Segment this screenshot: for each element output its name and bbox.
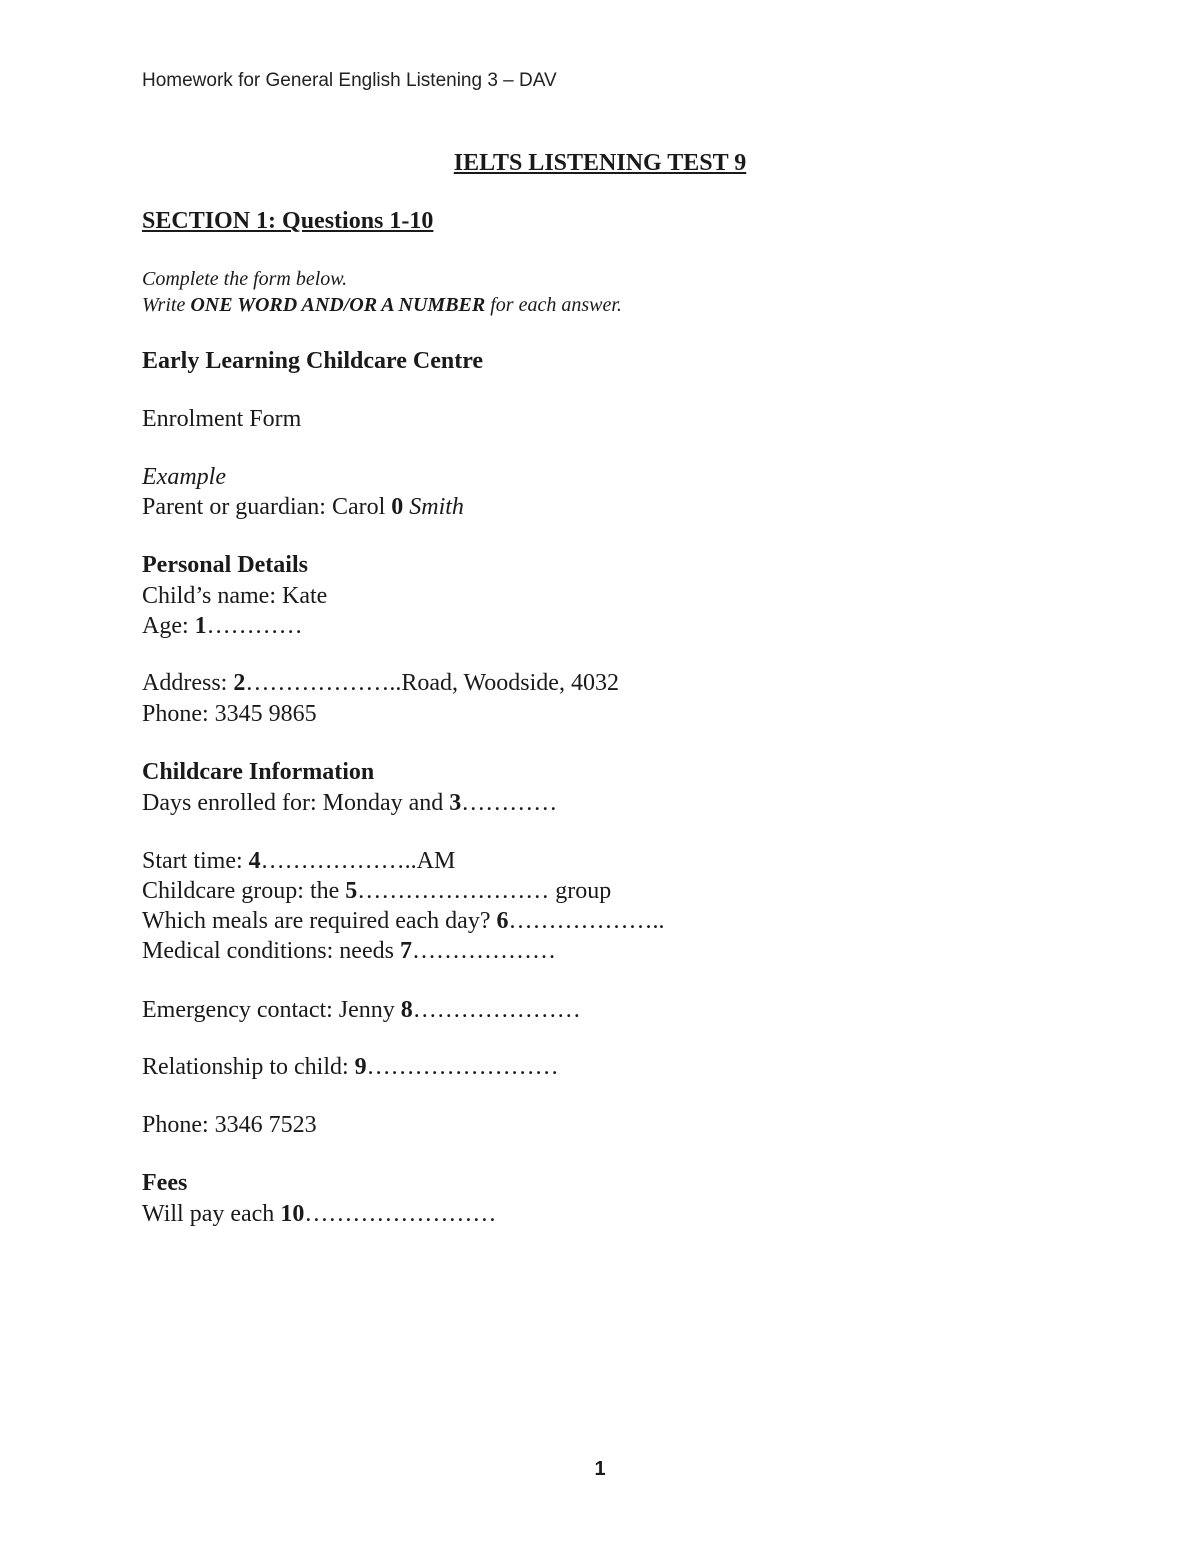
relationship-label: Relationship to child: bbox=[142, 1054, 355, 1080]
start-rest: AM bbox=[416, 848, 456, 874]
question-7-number: 7 bbox=[399, 938, 412, 964]
question-5-blank: …………………… bbox=[357, 878, 550, 904]
question-9-number: 9 bbox=[354, 1054, 367, 1080]
fees-label: Will pay each bbox=[142, 1201, 281, 1227]
question-10-blank: …………………… bbox=[304, 1201, 497, 1227]
instruction-line-2 bbox=[142, 294, 622, 317]
days-label: Days enrolled for: Monday and bbox=[142, 790, 450, 816]
question-3-blank: ………… bbox=[461, 790, 558, 816]
days-line bbox=[142, 790, 557, 817]
emergency-label: Emergency contact: Jenny bbox=[142, 997, 401, 1023]
medical-line bbox=[142, 938, 556, 965]
group-rest: group bbox=[549, 878, 612, 904]
emergency-line bbox=[142, 997, 581, 1024]
group-label: Childcare group: the bbox=[142, 878, 346, 904]
meals-label: Which meals are required each day? bbox=[142, 908, 497, 934]
instruction-line-1: Complete the form below. bbox=[142, 268, 348, 290]
form-subtitle: Enrolment Form bbox=[142, 406, 302, 432]
fees-line bbox=[142, 1201, 496, 1228]
question-9-blank: …………………… bbox=[366, 1054, 559, 1080]
phone-line: Phone: 3345 9865 bbox=[142, 701, 317, 727]
question-8-number: 8 bbox=[400, 997, 413, 1023]
fees-heading: Fees bbox=[142, 1170, 188, 1196]
question-1-blank: ………… bbox=[206, 613, 303, 639]
example-number: 0 bbox=[391, 494, 404, 520]
question-1-number: 1 bbox=[194, 613, 207, 639]
example-text: Parent or guardian: Carol bbox=[142, 494, 392, 520]
age-line bbox=[142, 613, 303, 640]
childcare-info-heading: Childcare Information bbox=[142, 759, 375, 785]
emergency-phone-line: Phone: 3346 7523 bbox=[142, 1112, 317, 1138]
example-answer: Smith bbox=[403, 494, 464, 520]
section-questions: Questions 1-10 bbox=[276, 208, 434, 234]
question-4-number: 4 bbox=[248, 848, 261, 874]
page-header: Homework for General English Listening 3 – DAV bbox=[142, 70, 557, 91]
question-5-number: 5 bbox=[345, 878, 358, 904]
child-name-line: Child’s name: Kate bbox=[142, 583, 328, 609]
instruction-bold: ONE WORD AND/OR A NUMBER bbox=[190, 294, 486, 316]
instruction-pre: Write bbox=[142, 294, 191, 316]
instruction-post: for each answer. bbox=[485, 294, 622, 316]
address-label: Address: bbox=[142, 670, 234, 696]
question-3-number: 3 bbox=[449, 790, 462, 816]
question-10-number: 10 bbox=[280, 1201, 305, 1227]
question-6-number: 6 bbox=[496, 908, 509, 934]
question-8-blank: ………………… bbox=[412, 997, 581, 1023]
question-2-blank: ……………….. bbox=[245, 670, 402, 696]
section-label: SECTION 1: bbox=[142, 208, 277, 234]
address-rest: Road, Woodside, 4032 bbox=[401, 670, 619, 696]
form-title: Early Learning Childcare Centre bbox=[142, 348, 484, 374]
question-2-number: 2 bbox=[233, 670, 246, 696]
start-label: Start time: bbox=[142, 848, 249, 874]
address-line bbox=[142, 670, 619, 697]
section-heading bbox=[142, 208, 433, 235]
relationship-line bbox=[142, 1054, 559, 1081]
question-6-blank: ……………….. bbox=[508, 908, 665, 934]
start-time-line bbox=[142, 848, 455, 875]
medical-label: Medical conditions: needs bbox=[142, 938, 400, 964]
question-4-blank: ……………….. bbox=[260, 848, 417, 874]
meals-line bbox=[142, 908, 664, 935]
personal-details-heading: Personal Details bbox=[142, 552, 308, 578]
example-label: Example bbox=[142, 464, 226, 490]
age-label: Age: bbox=[142, 613, 195, 639]
group-line bbox=[142, 878, 611, 905]
question-7-blank: ……………… bbox=[411, 938, 556, 964]
example-line bbox=[142, 494, 464, 521]
test-title: IELTS LISTENING TEST 9 bbox=[453, 150, 747, 176]
page-number: 1 bbox=[594, 1458, 606, 1480]
